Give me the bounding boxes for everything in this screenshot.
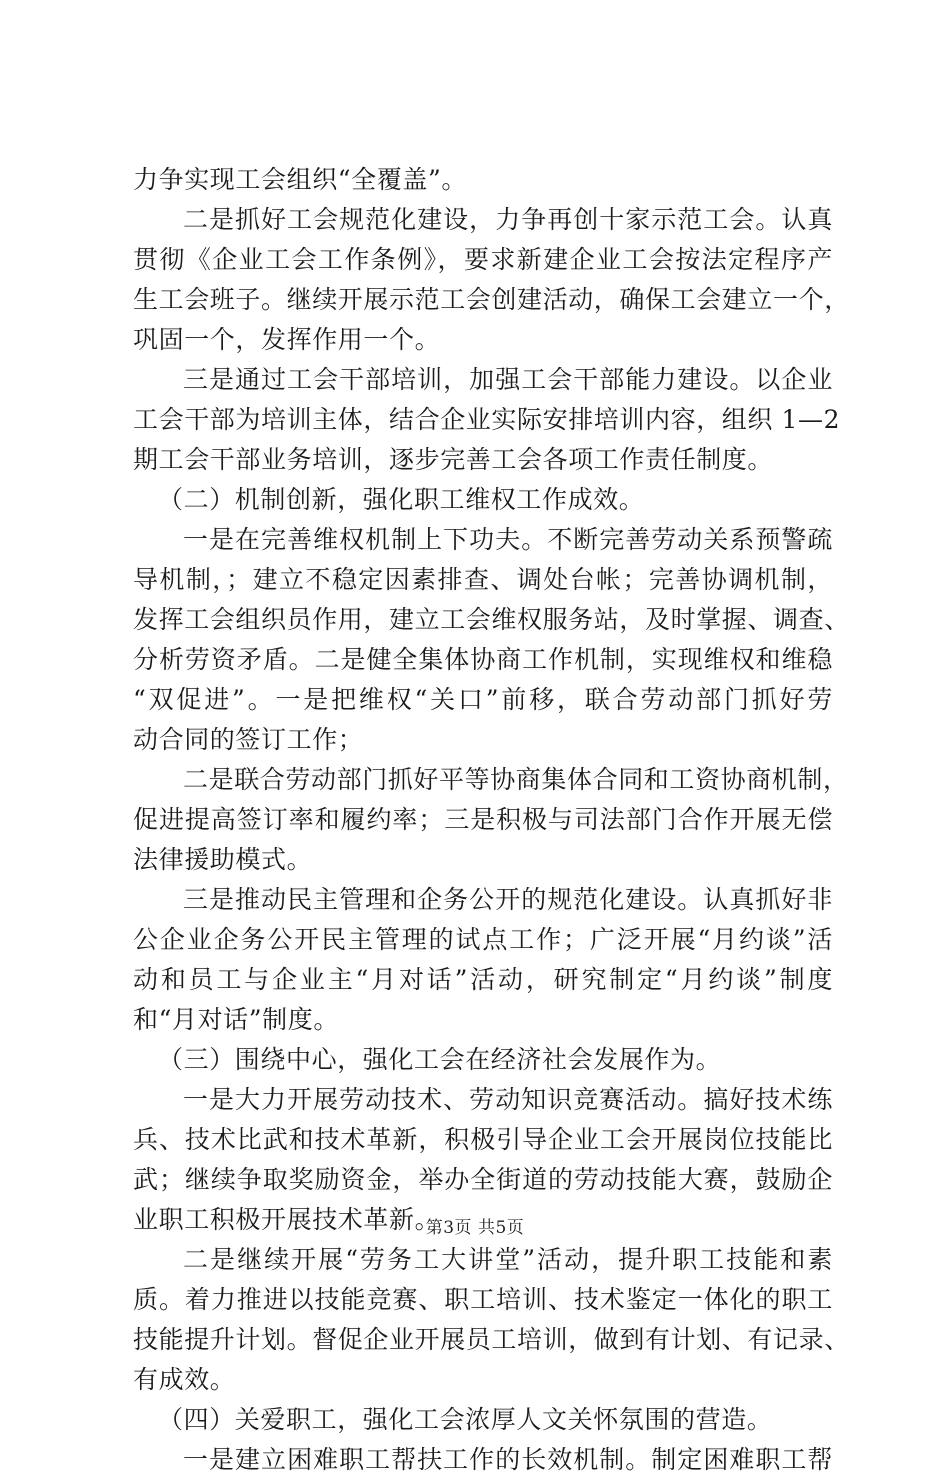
document-body [133,160,850,1480]
text-line: 分析劳资矛盾。二是健全集体协商工作机制，实现维权和维稳 [133,645,833,674]
page-footer: 第3页 共5页 [425,1218,525,1238]
text-line: 业职工积极开展技术革新。 [133,1205,441,1234]
text-line: 二是联合劳动部门抓好平等协商集体合同和工资协商机制， [183,765,849,794]
text-line: 质。着力推进以技能竞赛、职工培训、技术鉴定一体化的职工 [133,1285,833,1314]
text-line: 动合同的签订工作； [133,725,364,754]
text-line: 一是大力开展劳动技术、劳动知识竞赛活动。搞好技术练 [183,1085,833,1114]
text-line: 技能提升计划。督促企业开展员工培训，做到有计划、有记录、 [133,1325,850,1354]
text-line: 生工会班子。继续开展示范工会创建活动，确保工会建立一个， [133,285,850,314]
text-line: （四）关爱职工，强化工会浓厚人文关怀氛围的营造。 [158,1405,773,1434]
text-line: 公企业企务公开民主管理的试点工作；广泛开展“月约谈”活 [133,925,833,954]
text-line: 发挥工会组织员作用，建立工会维权服务站，及时掌握、调查、 [133,605,850,634]
text-line: 促进提高签订率和履约率；三是积极与司法部门合作开展无偿 [133,805,833,834]
text-line: 有成效。 [133,1365,236,1394]
text-line: 导机制，；建立不稳定因素排查、调处台帐；完善协调机制， [133,565,833,594]
text-line: 二是继续开展“劳务工大讲堂”活动，提升职工技能和素 [183,1245,833,1274]
text-line: 力争实现工会组织“全覆盖”。 [133,165,467,194]
text-line: （三）围绕中心，强化工会在经济社会发展作为。 [158,1045,722,1074]
text-line: “双促进”。一是把维权“关口”前移，联合劳动部门抓好劳 [133,685,833,714]
text-line: 兵、技术比武和技术革新，积极引导企业工会开展岗位技能比 [133,1125,833,1154]
text-line: 巩固一个，发挥作用一个。 [133,325,441,354]
text-line: （二）机制创新，强化职工维权工作成效。 [158,485,645,514]
text-line: 一是建立困难职工帮扶工作的长效机制。制定困难职工帮 [183,1445,833,1474]
text-line: 三是通过工会干部培训，加强工会干部能力建设。以企业 [183,365,833,394]
text-line: 和“月对话”制度。 [133,1005,339,1034]
text-line: 三是推动民主管理和企务公开的规范化建设。认真抓好非 [183,885,833,914]
text-line: 期工会干部业务培训，逐步完善工会各项工作责任制度。 [133,445,774,474]
text-line: 二是抓好工会规范化建设，力争再创十家示范工会。认真 [183,205,833,234]
text-line: 贯彻《企业工会工作条例》，要求新建企业工会按法定程序产 [133,245,833,274]
text-line: 工会干部为培训主体，结合企业实际安排培训内容，组织 1—2 [133,405,841,434]
text-line: 一是在完善维权机制上下功夫。不断完善劳动关系预警疏 [183,525,833,554]
text-line: 动和员工与企业主“月对话”活动，研究制定“月约谈”制度 [133,965,833,994]
text-line: 武；继续争取奖励资金，举办全街道的劳动技能大赛，鼓励企 [133,1165,833,1194]
text-line: 法律援助模式。 [133,845,313,874]
